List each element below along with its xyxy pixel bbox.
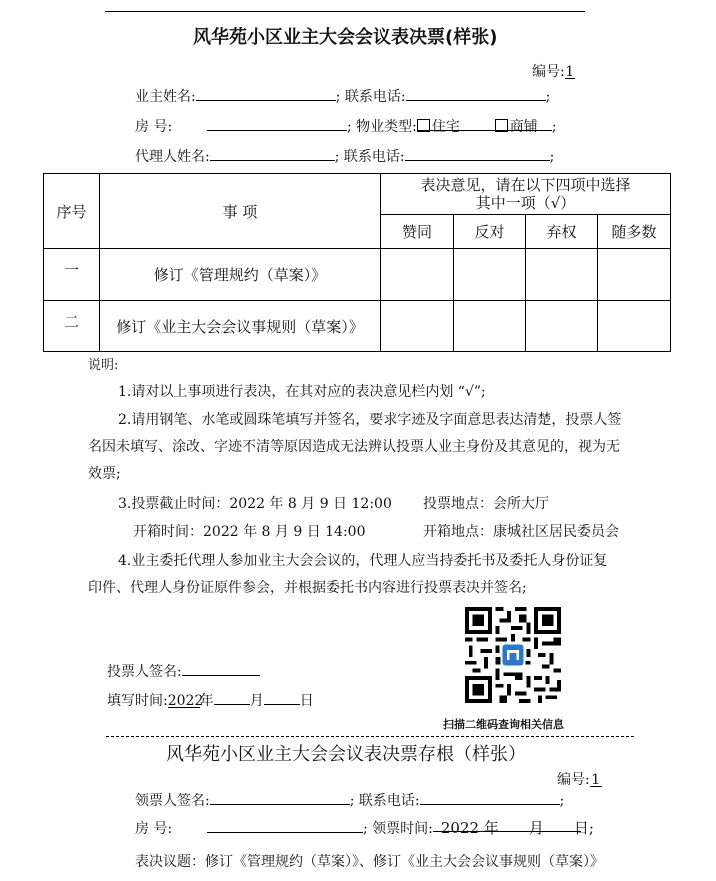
vote-cell-majority[interactable]: [598, 301, 671, 352]
fill-day[interactable]: [264, 690, 300, 705]
row-seq: 二: [44, 301, 100, 352]
qr-code-icon: [465, 607, 561, 703]
vote-cell-oppose[interactable]: [454, 249, 526, 301]
note-3-open-time: 开箱时间：2022 年 8 月 9 日 14:00: [133, 524, 366, 540]
proxy-phone-field[interactable]: [405, 146, 550, 161]
note-2-line-2: 名因未填写、涂改、字迹不清等原因造成无法辨认投票人业主身份及其意见的，视为无: [88, 439, 620, 455]
note-2-line-1: 2.请用钢笔、水笔或圆珠笔填写并签名，要求字迹及字面意思表达清楚，投票人签: [118, 412, 622, 428]
property-type-label: 物业类型:: [356, 119, 417, 135]
row-seq: 一: [44, 249, 100, 301]
header-seq: 序号: [44, 174, 100, 249]
owner-name-field[interactable]: [196, 86, 336, 101]
month-unit: 月: [249, 693, 264, 709]
serial-number: [532, 61, 575, 81]
stub-motion: 表决议题：修订《管理规约（草案）》、修订《业主大会会议事规则（草案）》: [135, 854, 604, 870]
proxy-name-field[interactable]: [210, 146, 335, 161]
separator: ;: [347, 119, 352, 135]
stub-room-field[interactable]: [207, 818, 363, 833]
table-row: [44, 301, 671, 352]
vote-cell-agree[interactable]: [381, 301, 454, 352]
stub-receive-time-label: 领票时间:: [372, 821, 433, 837]
fill-month[interactable]: [214, 690, 250, 705]
stub-receiver-label: 领票人签名:: [135, 793, 210, 809]
separator: ;: [551, 119, 557, 135]
owner-name-row: [135, 86, 550, 106]
option-follow-majority: 随多数: [598, 215, 671, 249]
voter-sign-field[interactable]: [182, 661, 260, 676]
stub-receive-time-field[interactable]: [433, 817, 594, 837]
vote-cell-abstain[interactable]: [526, 249, 598, 301]
day-unit: 日: [299, 693, 314, 709]
stub-receiver-row: [135, 790, 564, 810]
note-4-line-1: 4.业主委托代理人参加业主大会会议的，代理人应当持委托书及委托人身份证复: [118, 553, 608, 569]
separator: ;: [363, 821, 368, 837]
separator: ;: [549, 149, 555, 165]
header-item: 事 项: [100, 174, 381, 249]
separator: ;: [545, 89, 551, 105]
serial-value: 1: [565, 64, 575, 80]
opinion-line-1: 表决意见，请在以下四项中选择: [420, 176, 631, 194]
top-rule: [105, 11, 585, 12]
shop-checkbox[interactable]: [495, 119, 508, 132]
stub-serial-value: 1: [591, 772, 601, 788]
option-abstain: 弃权: [526, 215, 598, 249]
separator: ;: [334, 149, 340, 165]
note-1: 1.请对以上事项进行表决，在其对应的表决意见栏内划 “√”;: [118, 384, 486, 400]
separator: ;: [349, 793, 355, 809]
year-unit: 年: [199, 693, 214, 709]
room-field[interactable]: [207, 116, 347, 131]
phone-field[interactable]: [406, 86, 546, 101]
note-3-place: 投票地点：会所大厅: [423, 496, 549, 512]
stub-month: 月: [528, 819, 544, 837]
residential-label: 住宅: [431, 119, 460, 135]
stub-serial-label: 编号:: [557, 772, 590, 788]
voter-sign-row: [107, 661, 260, 681]
stub-phone-field[interactable]: [420, 790, 560, 805]
stub-serial: [557, 769, 602, 789]
stub-title: 风华苑小区业主大会会议表决票存根（样张）: [166, 744, 526, 765]
voter-sign-label: 投票人签名:: [107, 664, 182, 680]
vote-cell-oppose[interactable]: [454, 301, 526, 352]
room-row: [135, 116, 557, 136]
stub-year: 2022 年: [440, 819, 499, 837]
separator: ;: [335, 89, 341, 105]
proxy-name-label: 代理人姓名:: [135, 149, 210, 165]
room-label: 房 号:: [135, 119, 173, 135]
row-item: 修订《业主大会会议事规则（草案）》: [100, 301, 381, 352]
vote-cell-agree[interactable]: [381, 249, 454, 301]
residential-checkbox[interactable]: [417, 119, 430, 132]
qr-caption: 扫描二维码查询相关信息: [443, 718, 564, 731]
fill-time-row: [107, 690, 314, 710]
vote-table: [43, 173, 671, 352]
note-4-line-2: 印件、代理人身份证原件参会，并根据委托书内容进行投票表决并签名;: [88, 580, 527, 596]
serial-label: 编号:: [532, 64, 565, 80]
note-3-open-place: 开箱地点：康城社区居民委员会: [423, 524, 619, 540]
phone-label: 联系电话:: [344, 89, 406, 105]
fill-year[interactable]: 2022: [167, 693, 204, 709]
stub-room-label: 房 号:: [135, 821, 173, 837]
header-opinion: [381, 174, 671, 215]
separator: ;: [559, 793, 565, 809]
stub-day: 日;: [573, 819, 594, 837]
opinion-line-2: 其中一项（√）: [475, 194, 576, 212]
cut-line: [106, 736, 634, 737]
table-row: [44, 249, 671, 301]
page-title: 风华苑小区业主大会会议表决票(样张): [193, 27, 498, 48]
row-item: 修订《管理规约（草案）》: [100, 249, 381, 301]
notes-heading: 说明:: [88, 358, 119, 373]
owner-name-label: 业主姓名:: [135, 89, 196, 105]
note-2-line-3: 效票;: [88, 466, 121, 482]
proxy-phone-label: 联系电话:: [343, 149, 405, 165]
stub-receiver-field[interactable]: [210, 790, 350, 805]
fill-time-label: 填写时间:: [107, 693, 168, 709]
stub-room-row: [135, 817, 594, 838]
vote-cell-abstain[interactable]: [526, 301, 598, 352]
vote-cell-majority[interactable]: [598, 249, 671, 301]
option-agree: 赞同: [381, 215, 454, 249]
shop-label: 商铺: [509, 119, 538, 135]
proxy-row: [135, 146, 554, 166]
option-oppose: 反对: [454, 215, 526, 249]
stub-phone-label: 联系电话:: [358, 793, 420, 809]
note-3-deadline: 3.投票截止时间：2022 年 8 月 9 日 12:00: [118, 496, 392, 512]
